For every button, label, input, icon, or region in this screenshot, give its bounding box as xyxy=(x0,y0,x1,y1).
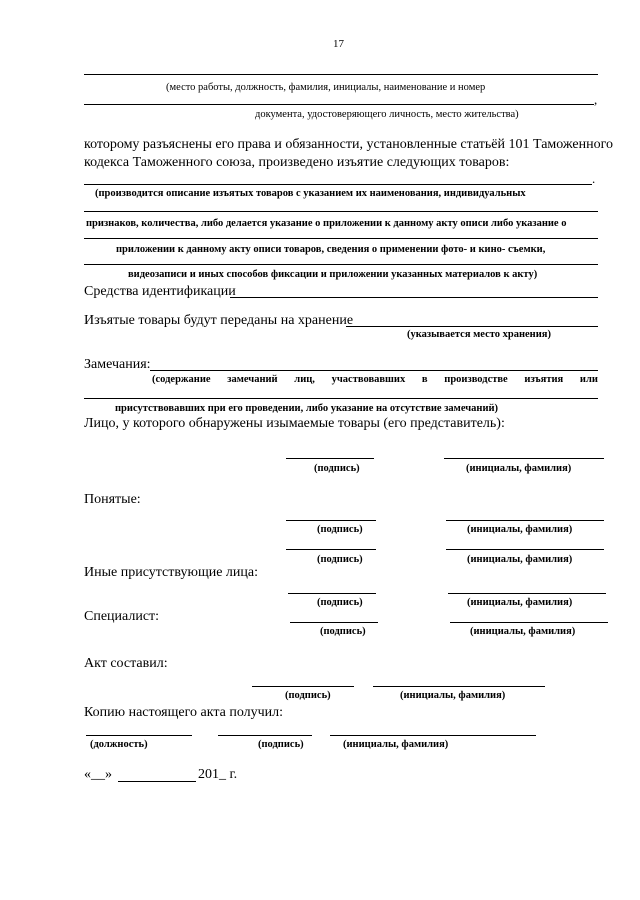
hint-remarks-word: производстве xyxy=(444,374,508,385)
hint-remarks-word: лиц, xyxy=(294,374,315,385)
page-number: 17 xyxy=(333,38,344,50)
signature-label-specialist: (подпись) xyxy=(320,626,366,637)
date-year: 201_ г. xyxy=(198,767,238,782)
name-line-person[interactable] xyxy=(444,458,604,459)
fill-line-remarks-2[interactable] xyxy=(84,398,598,399)
name-label-composed: (инициалы, фамилия) xyxy=(400,690,506,701)
paragraph-line-2: кодекса Таможенного союза, произведено изъятие следующих товаров: xyxy=(84,155,510,170)
signature-label-person: (подпись) xyxy=(314,463,360,474)
name-label-witness-1: (инициалы, фамилия) xyxy=(467,524,573,535)
paragraph-line-1: которому разъяснены его права и обязанности, установленные статьёй 101 Таможенного xyxy=(84,137,614,152)
signature-line-person[interactable] xyxy=(286,458,374,459)
witnesses-label: Понятые: xyxy=(84,492,141,507)
name-line-copy[interactable] xyxy=(330,735,536,736)
date-month-line[interactable] xyxy=(118,781,196,782)
signature-label-witness-1: (подпись) xyxy=(317,524,363,535)
fill-line-header-2[interactable] xyxy=(84,104,594,105)
signature-line-witness-1[interactable] xyxy=(286,520,376,521)
hint-goods-2: признаков, количества, либо делается указание о приложении к данному акту описи либо указание о xyxy=(86,218,567,229)
hint-workplace: (место работы, должность, фамилия, инициалы, наименование и номер xyxy=(166,82,486,93)
hint-remarks-1 xyxy=(152,375,598,386)
person-label: Лицо, у которого обнаружены изымаемые товары (его представитель): xyxy=(84,416,505,431)
signature-label-copy: (подпись) xyxy=(258,739,304,750)
name-line-witness-1[interactable] xyxy=(446,520,604,521)
signature-line-specialist[interactable] xyxy=(290,622,378,623)
fill-line-header-1[interactable] xyxy=(84,74,598,75)
signature-line-others[interactable] xyxy=(288,593,376,594)
fill-line-goods-3[interactable] xyxy=(84,238,598,239)
composed-label: Акт составил: xyxy=(84,656,168,671)
fill-line-id-means[interactable] xyxy=(230,297,598,298)
fill-line-remarks-1[interactable] xyxy=(150,370,598,371)
hint-remarks-word: замечаний xyxy=(227,374,278,385)
hint-document: документа, удостоверяющего личность, место жительства) xyxy=(255,109,519,120)
position-label-copy: (должность) xyxy=(90,739,148,750)
hint-remarks-word: изъятия xyxy=(524,374,564,385)
name-label-witness-2: (инициалы, фамилия) xyxy=(467,554,573,565)
signature-label-witness-2: (подпись) xyxy=(317,554,363,565)
signature-line-copy[interactable] xyxy=(218,735,312,736)
storage-label: Изъятые товары будут переданы на хранение xyxy=(84,313,354,328)
id-means-label: Средства идентификации xyxy=(84,284,236,299)
fill-line-goods-2[interactable] xyxy=(84,211,598,212)
signature-label-others: (подпись) xyxy=(317,597,363,608)
name-label-copy: (инициалы, фамилия) xyxy=(343,739,449,750)
date-day[interactable]: «__» xyxy=(84,767,112,782)
hint-goods-4: видеозаписи и иных способов фиксации и приложении указанных материалов к акту) xyxy=(128,269,538,280)
others-label: Иные присутствующие лица: xyxy=(84,565,259,580)
signature-label-composed: (подпись) xyxy=(285,690,331,701)
name-label-others: (инициалы, фамилия) xyxy=(467,597,573,608)
signature-line-composed[interactable] xyxy=(252,686,354,687)
goods-dot: . xyxy=(592,171,596,186)
position-line-copy[interactable] xyxy=(86,735,192,736)
fill-line-goods-4[interactable] xyxy=(84,264,598,265)
hint-remarks-word: или xyxy=(579,374,598,385)
name-line-others[interactable] xyxy=(448,593,606,594)
hint-remarks-2: присутствовавших при его проведении, либо указание на отсутствие замечаний) xyxy=(115,403,499,414)
hint-remarks-word: (содержание xyxy=(152,374,211,385)
hint-storage-place: (указывается место хранения) xyxy=(407,329,551,340)
hint-remarks-word: в xyxy=(421,374,428,385)
name-line-composed[interactable] xyxy=(373,686,545,687)
name-line-witness-2[interactable] xyxy=(446,549,604,550)
hint-remarks-word: участвовавших xyxy=(331,374,406,385)
signature-line-witness-2[interactable] xyxy=(286,549,376,550)
name-label-specialist: (инициалы, фамилия) xyxy=(470,626,576,637)
specialist-label: Специалист: xyxy=(84,609,160,624)
fill-line-goods-1[interactable] xyxy=(84,184,592,185)
copy-label: Копию настоящего акта получил: xyxy=(84,705,284,720)
hint-goods-1: (производится описание изъятых товаров с указанием их наименования, индивидуальных xyxy=(95,188,526,199)
name-line-specialist[interactable] xyxy=(450,622,608,623)
hint-goods-3: приложении к данному акту описи товаров, сведения о применении фото- и кино- съемки, xyxy=(116,244,546,255)
header-comma: , xyxy=(594,92,598,107)
remarks-label: Замечания: xyxy=(84,357,151,372)
name-label-person: (инициалы, фамилия) xyxy=(466,463,572,474)
fill-line-storage[interactable] xyxy=(346,326,598,327)
